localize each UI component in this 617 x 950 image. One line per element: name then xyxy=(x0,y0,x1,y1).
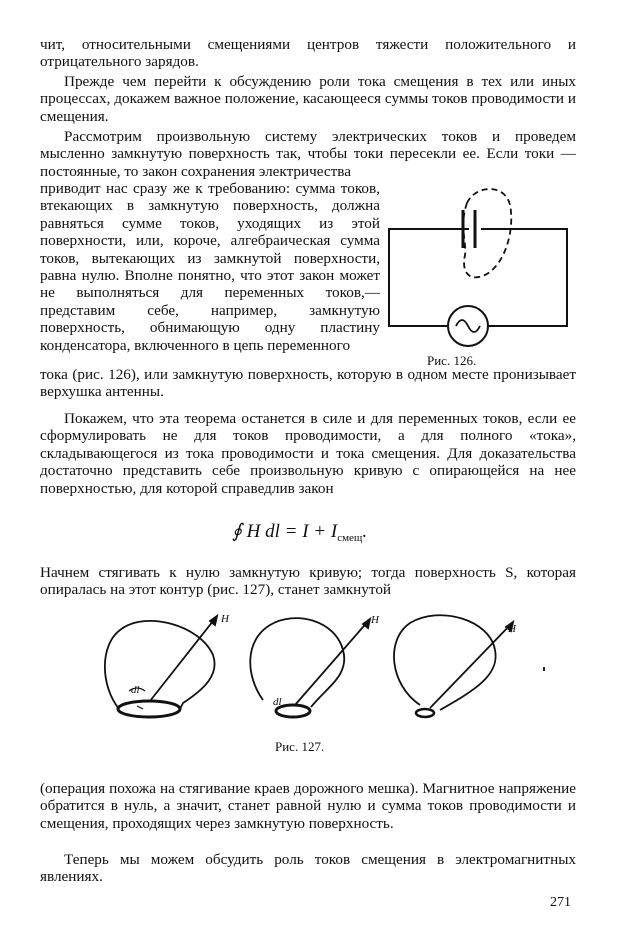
paragraph-1: чит, относительными смещениями центров тяжести положительного и отрицательного зарядов. xyxy=(40,36,576,71)
paragraph-2: Прежде чем перейти к обсуждению роли тока смещения в тех или иных процессах, докажем важное положение, касающееся суммы токов проводимости и смещения. xyxy=(40,73,576,125)
figure-127 xyxy=(95,605,555,765)
h-label-3: H xyxy=(508,623,516,635)
dl-label-2: dl xyxy=(273,696,282,708)
paragraph-3b: приводит нас сразу же к требованию: сумма токов, втекающих в замкнутую поверхность, должна равняться сумме токов, уходящих из этой поверхности, или, короче, алгебраическая сумма токов, вытекающих из замкнутой поверхности, равна нулю. Вполне понятно, что этот закон может не выполняться для переменных токов,— представим себе, например, замкнутую поверхность, обнимающую одну пластину конденсатора, включенного в цепь переменного xyxy=(40,180,380,354)
h-label-2: H xyxy=(371,614,379,626)
ac-sine xyxy=(456,320,480,332)
h-label-1: H xyxy=(221,613,229,625)
formula-end: . xyxy=(362,521,368,542)
closed-surface xyxy=(463,189,511,277)
paragraph-7: Теперь мы можем обсудить роль токов смещения в электромагнитных явлениях. xyxy=(40,851,576,886)
bag-1 xyxy=(105,616,217,717)
bag-2 xyxy=(250,618,370,717)
bag-1-opening xyxy=(118,701,180,717)
formula xyxy=(232,520,367,544)
formula-main: ∮ H dl = I + I xyxy=(232,521,338,542)
figure-127-caption: Рис. 127. xyxy=(275,739,325,754)
paragraph-5: Начнем стягивать к нулю замкнутую кривую; тогда поверхность S, которая опиралась на этот контур (рис. 127), станет замкнутой xyxy=(40,564,576,599)
figure-126 xyxy=(385,185,580,370)
page-number: 271 xyxy=(550,895,571,910)
h-vector-3 xyxy=(430,622,513,708)
circuit-wire xyxy=(389,229,469,326)
bag-3-opening xyxy=(416,709,434,717)
bag-3 xyxy=(394,615,513,717)
paragraph-6: (операция похожа на стягивание краев дорожного мешка). Магнитное напряжение обратится в нуль, а значит, станет равной нулю и сумма токов проводимости и смещения, проходящих через замкнутую поверхность. xyxy=(40,780,576,832)
formula-subscript: смещ xyxy=(337,532,363,544)
circuit-wire-right xyxy=(481,229,567,326)
figure-126-caption: Рис. 126. xyxy=(427,353,477,368)
paragraph-3a: Рассмотрим произвольную систему электрических токов и проведем мысленно замкнутую поверхность так, чтобы токи пересекли ее. Если токи — постоянные, то закон сохранения электричества xyxy=(40,128,576,180)
paragraph-4: Покажем, что эта теорема останется в силе и для переменных токов, если ее сформулировать не для токов проводимости, а для полного «тока», складывающегося из тока проводимости и тока смещения. Для доказательства достаточно представить себе произвольную кривую с опирающейся на нее поверхностью, для которой справедлив закон xyxy=(40,410,576,497)
paragraph-3c: тока (рис. 126), или замкнутую поверхность, которую в одном месте пронизывает верхушка антенны. xyxy=(40,366,576,401)
dl-label-1: dl xyxy=(131,684,140,696)
